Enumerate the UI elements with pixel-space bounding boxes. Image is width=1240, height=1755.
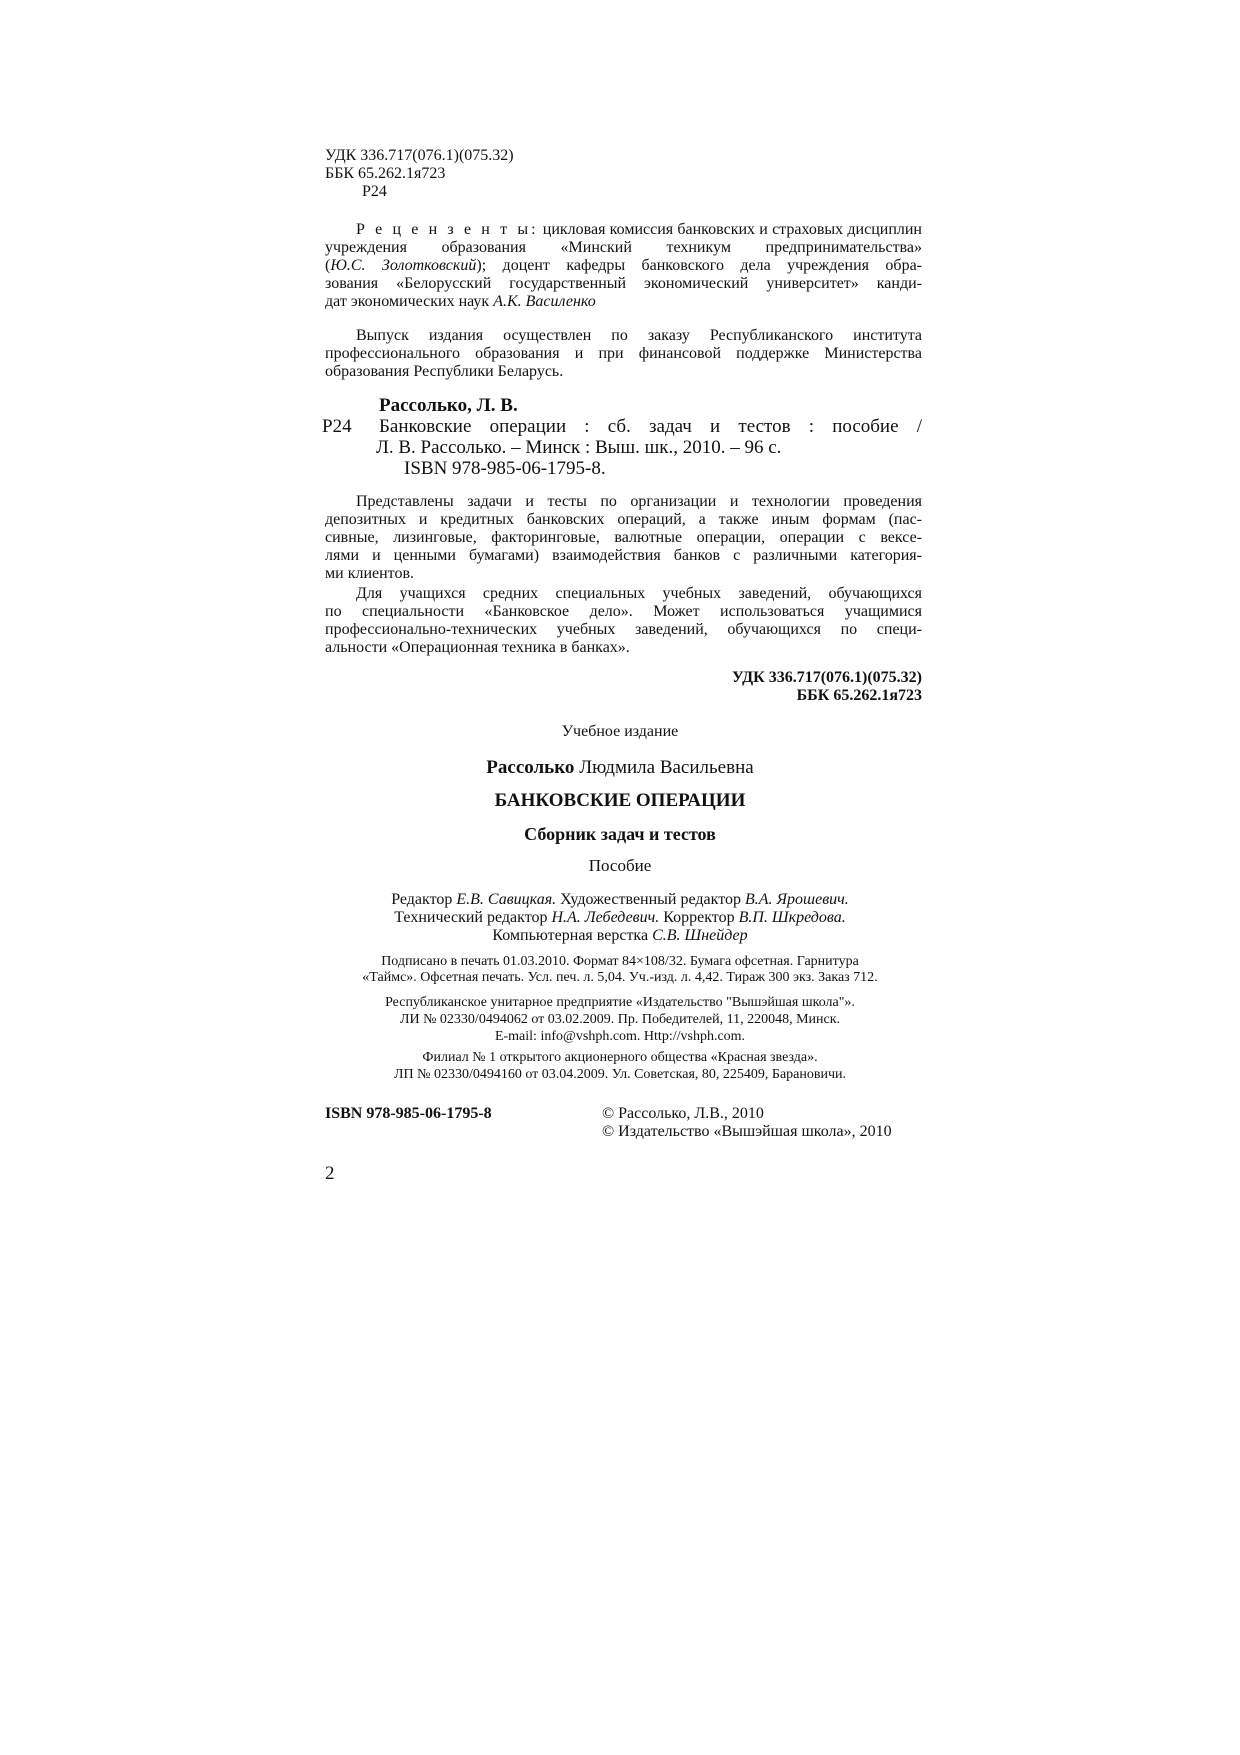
catalog-isbn: ISBN 978-985-06-1795-8.: [404, 458, 606, 479]
catalog-record: [322, 395, 922, 479]
classification-top: [325, 147, 922, 201]
book-genre: Пособие: [588, 856, 652, 875]
reviewer-name-2: А.К. Василенко: [493, 293, 596, 310]
book-title: БАНКОВСКИЕ ОПЕРАЦИИ: [494, 790, 746, 811]
udk-bottom: УДК 336.717(076.1)(075.32): [731, 669, 922, 686]
credits-line-2: Технический редактор Н.А. Лебедевич. Корректор В.П. Шкредова.: [394, 909, 846, 926]
copyright: [602, 1105, 932, 1141]
printer-info: Филиал № 1 открытого акционерного общества «Красная звезда». ЛП № 02330/0494160 от 03.04.2009. Ул. Советская, 80, 225409, Барановичи.: [393, 1050, 847, 1082]
edition-type: Учебное издание: [561, 723, 679, 740]
bbk-bottom: ББК 65.262.1я723: [796, 687, 922, 704]
book-subtitle: Сборник задач и тестов: [524, 824, 716, 844]
reviewers-line-1: цикловая комиссия банковских и страховых дисциплин: [542, 221, 922, 238]
page-number: 2: [325, 1163, 335, 1184]
copyright-publisher: © Издательство «Вышэйшая школа», 2010: [602, 1123, 892, 1140]
udk-top: УДК 336.717(076.1)(075.32): [325, 147, 514, 164]
credits-line-3: Компьютерная верстка С.В. Шнейдер: [492, 927, 748, 944]
author-full: Рассолько Людмила Васильевна: [486, 757, 754, 778]
abstract-paragraph: Представлены задачи и тесты по организации и технологии проведения депозитных и кредитных банковских операций, а также иным формам (пас- сивные, лизинговые, факторинговые, валютные операции, операции с вексе- лями и ценными бумагами) взаимодействия банков с различными категория- ми клиентов.: [325, 493, 922, 582]
credits-line-1: Редактор Е.В. Савицкая. Художественный редактор В.А. Ярошевич.: [391, 891, 849, 908]
reviewers-paragraph: Р е ц е н з е н т ы: цикловая комиссия банковских и страховых дисциплин учреждения образования «Минский техникум предпринимательства» (Ю.С. Золотковский); доцент кафедры банковского дела учреждения обра- зования «Белорусский государственный экономический университет» канди- дат экономических наук А.К. Василенко: [325, 221, 922, 310]
reviewers-line-3: ); доцент кафедры банковского дела учреждения обра-: [476, 257, 922, 274]
print-info: Подписано в печать 01.03.2010. Формат 84×108/32. Бумага офсетная. Гарнитура «Таймс». Офсетная печать. Усл. печ. л. 5,04. Уч.-изд. л. 4,42. Тираж 300 экз. Заказ 712.: [362, 954, 878, 985]
code-top: Р24: [362, 183, 387, 200]
catalog-code: Р24: [322, 416, 352, 437]
isbn-bottom: ISBN 978-985-06-1795-8: [325, 1105, 492, 1122]
bbk-top: ББК 65.262.1я723: [325, 165, 446, 182]
reviewer-name-1: Ю.С. Золотковский: [330, 257, 477, 274]
copyright-author: © Рассолько, Л.В., 2010: [602, 1105, 764, 1122]
catalog-line-2: Л. В. Рассолько. – Минск : Выш. шк., 2010. – 96 с.: [376, 437, 782, 458]
catalog-line-1: Банковские операции : сб. задач и тестов : пособие /: [379, 416, 922, 437]
reviewers-line-4: зования «Белорусский государственный экономический университет» канди-: [325, 275, 922, 292]
audience-paragraph: Для учащихся средних специальных учебных заведений, обучающихся по специальности «Банковское дело». Может использоваться учащимися профессионально-технических учебных заведений, обучающихся по специ- альности «Операционная техника в банках».: [325, 585, 922, 656]
publisher-info: Республиканское унитарное предприятие «Издательство "Вышэйшая школа"». ЛИ № 02330/0494062 от 03.02.2009. Пр. Победителей, 11, 220048, Минск. E-mail: info@vshph.com. Http://vshph.com.: [385, 995, 855, 1044]
reviewers-line-2: учреждения образования «Минский техникум предпринимательства»: [325, 239, 922, 256]
classification-bottom: [325, 669, 922, 705]
catalog-author: Рассолько, Л. В.: [379, 395, 518, 416]
reviewers-label: Р е ц е н з е н т ы:: [356, 221, 539, 238]
credits: [294, 891, 946, 945]
publication-note: Выпуск издания осуществлен по заказу Республиканского института профессионального образования и при финансовой поддержке Министерства образования Республики Беларусь.: [325, 327, 922, 380]
